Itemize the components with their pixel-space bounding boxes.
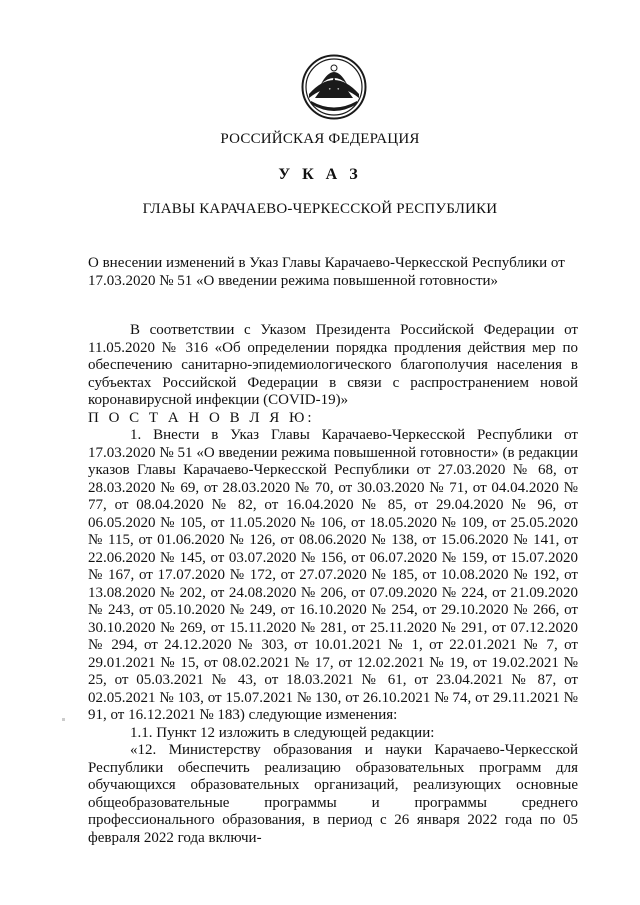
- item-1-1-paragraph: 1.1. Пункт 12 изложить в следующей редакции:: [130, 724, 435, 741]
- preamble-paragraph: В соответствии с Указом Президента Российской Федерации от 11.05.2020 № 316 «Об определении порядка продления действия мер по обеспечению санитарно-эпидемиологического благополучия населения в субъектах Российской Федерации в связи с распространением новой коронавирусной инфекции (COVID-19)»: [88, 322, 578, 408]
- document-body: [88, 322, 578, 847]
- decree-word: П О С Т А Н О В Л Я Ю:: [88, 409, 315, 426]
- item-1-paragraph: 1. Внести в Указ Главы Карачаево-Черкесской Республики от 17.03.2020 № 51 «О введении режима повышенной готовности» (в редакции указов Главы Карачаево-Черкесской Республики от 27.03.2020 № 68, от 28.03.2020 № 69, от 28.03.2020 № 70, от 30.03.2020 № 71, от 04.04.2020 № 77, от 08.04.2020 № 82, от 16.04.2020 № 85, от 29.04.2020 № 96, от 06.05.2020 № 105, от 11.05.2020 № 106, от 18.05.2020 № 109, от 25.05.2020 № 115, от 01.06.2020 № 126, от 08.06.2020 № 138, от 15.06.2020 № 141, от 22.06.2020 № 145, от 03.07.2020 № 156, от 06.07.2020 № 159, от 15.07.2020 № 167, от 17.07.2020 № 172, от 27.07.2020 № 185, от 10.08.2020 № 192, от 13.08.2020 № 202, от 24.08.2020 № 206, от 07.09.2020 № 224, от 21.09.2020 № 243, от 05.10.2020 № 249, от 16.10.2020 № 254, от 29.10.2020 № 266, от 30.10.2020 № 269, от 15.11.2020 № 281, от 25.11.2020 № 291, от 07.12.2020 № 294, от 24.12.2020 № 303, от 10.01.2021 № 1, от 22.01.2021 № 7, от 29.01.2021 № 15, от 08.02.2021 № 17, от 12.02.2021 № 19, от 19.02.2021 № 25, от 05.03.2021 № 43, от 18.03.2021 № 61, от 23.04.2021 № 87, от 02.05.2021 № 103, от 15.07.2021 № 130, от 26.10.2021 № 74, от 29.11.2021 № 91, от 16.12.2021 № 183) следующие изменения:: [88, 427, 578, 723]
- issuer-title: ГЛАВЫ КАРАЧАЕВО-ЧЕРКЕССКОЙ РЕСПУБЛИКИ: [142, 201, 498, 217]
- coat-of-arms-icon: [301, 54, 367, 120]
- document-subject: О внесении изменений в Указ Главы Карачаево-Черкесской Республики от 17.03.2020 № 51 «О введении режима повышенной готовности»: [88, 255, 565, 289]
- scan-mark: [62, 718, 65, 721]
- document-type-title: У К А З: [278, 166, 362, 183]
- federation-title: РОССИЙСКАЯ ФЕДЕРАЦИЯ: [220, 131, 420, 147]
- quoted-item-12-paragraph: «12. Министерству образования и науки Карачаево-Черкесской Республики обеспечить реализацию образовательных программ для обучающихся образовательных организаций, реализующих основные общеобразовательные программы и программы среднего профессионального образования, в период с 26 января 2022 года по 05 февраля 2022 года включи-: [88, 742, 578, 846]
